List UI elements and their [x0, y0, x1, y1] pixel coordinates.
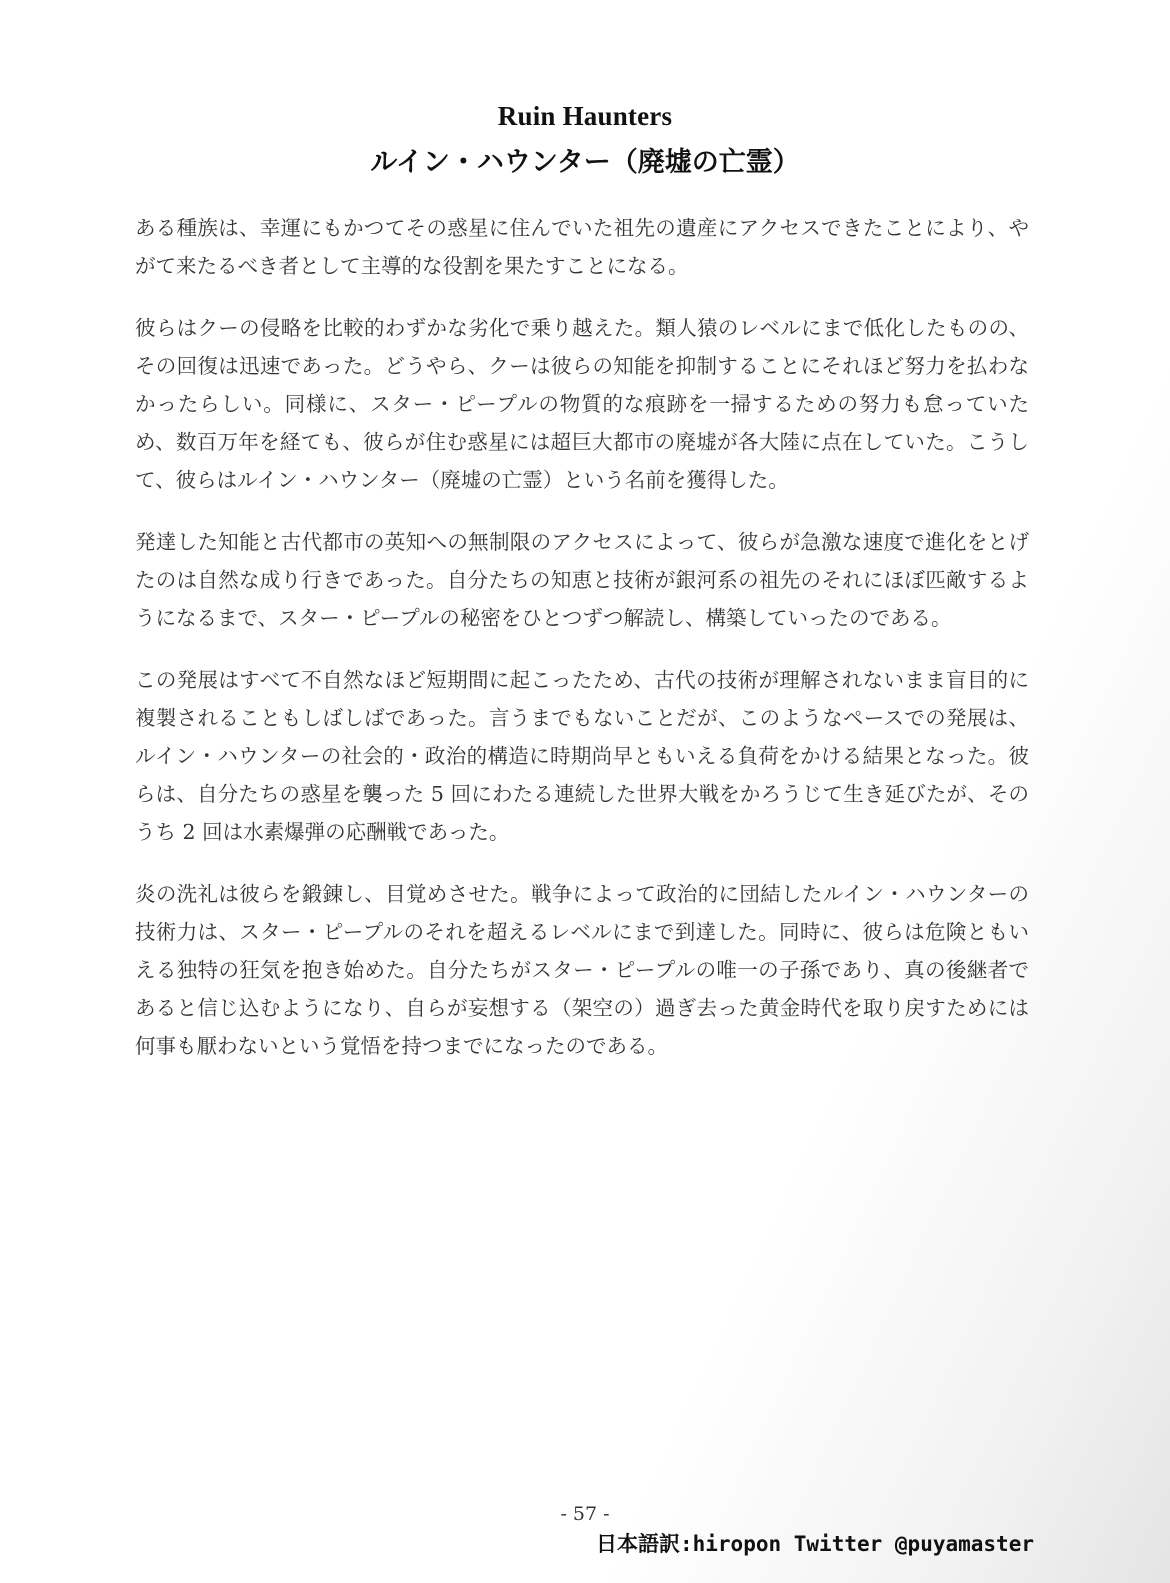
paragraph: 発達した知能と古代都市の英知への無制限のアクセスによって、彼らが急激な速度で進化をとげたのは自然な成り行きであった。自分たちの知恵と技術が銀河系の祖先のそれにほぼ匹敵するようになるまで、スター・ピープルの秘密をひとつずつ解読し、構築していったのである。 [135, 530, 1029, 630]
paragraph: 彼らはクーの侵略を比較的わずかな劣化で乗り越えた。類人猿のレベルにまで低化したものの、その回復は迅速であった。どうやら、クーは彼らの知能を抑制することにそれほど努力を払わなかったらしい。同様に、スター・ピープルの物質的な痕跡を一掃するための努力も怠っていため、数百万年を経ても、彼らが住む惑星には超巨大都市の廃墟が各大陸に点在していた。こうして、彼らはルイン・ハウンター（廃墟の亡霊）という名前を獲得した。 [135, 316, 1029, 492]
paragraph: 炎の洗礼は彼らを鍛錬し、目覚めさせた。戦争によって政治的に団結したルイン・ハウンターの技術力は、スター・ピープルのそれを超えるレベルにまで到達した。同時に、彼らは危険ともいえる独特の狂気を抱き始めた。自分たちがスター・ピープルの唯一の子孫であり、真の後継者であると信じ込むようになり、自らが妄想する（架空の）過ぎ去った黄金時代を取り戻すためには何事も厭わないという覚悟を持つまでになったのである。 [135, 882, 1029, 1058]
page-number: - 57 - [560, 1503, 610, 1525]
title-english: Ruin Haunters [497, 101, 673, 131]
translator-credit: 日本語訳:hiropon Twitter @puyamaster [595, 1532, 1034, 1556]
paragraph: この発展はすべて不自然なほど短期間に起こったため、古代の技術が理解されないまま盲目的に複製されることもしばしばであった。言うまでもないことだが、このようなペースでの発展は、ルイン・ハウンターの社会的・政治的構造に時期尚早ともいえる負荷をかける結果となった。彼らは、自分たちの惑星を襲った 5 回にわたる連続した世界大戦をかろうじて生き延びたが、そのうち 2 回は水素爆弾の応酬戦であった。 [135, 668, 1029, 844]
body-text [135, 209, 1029, 1089]
title-japanese: ルイン・ハウンター（廃墟の亡霊） [370, 147, 800, 178]
paragraph: ある種族は、幸運にもかつてその惑星に住んでいた祖先の遺産にアクセスできたことにより、やがて来たるべき者として主導的な役割を果たすことになる。 [135, 216, 1029, 278]
